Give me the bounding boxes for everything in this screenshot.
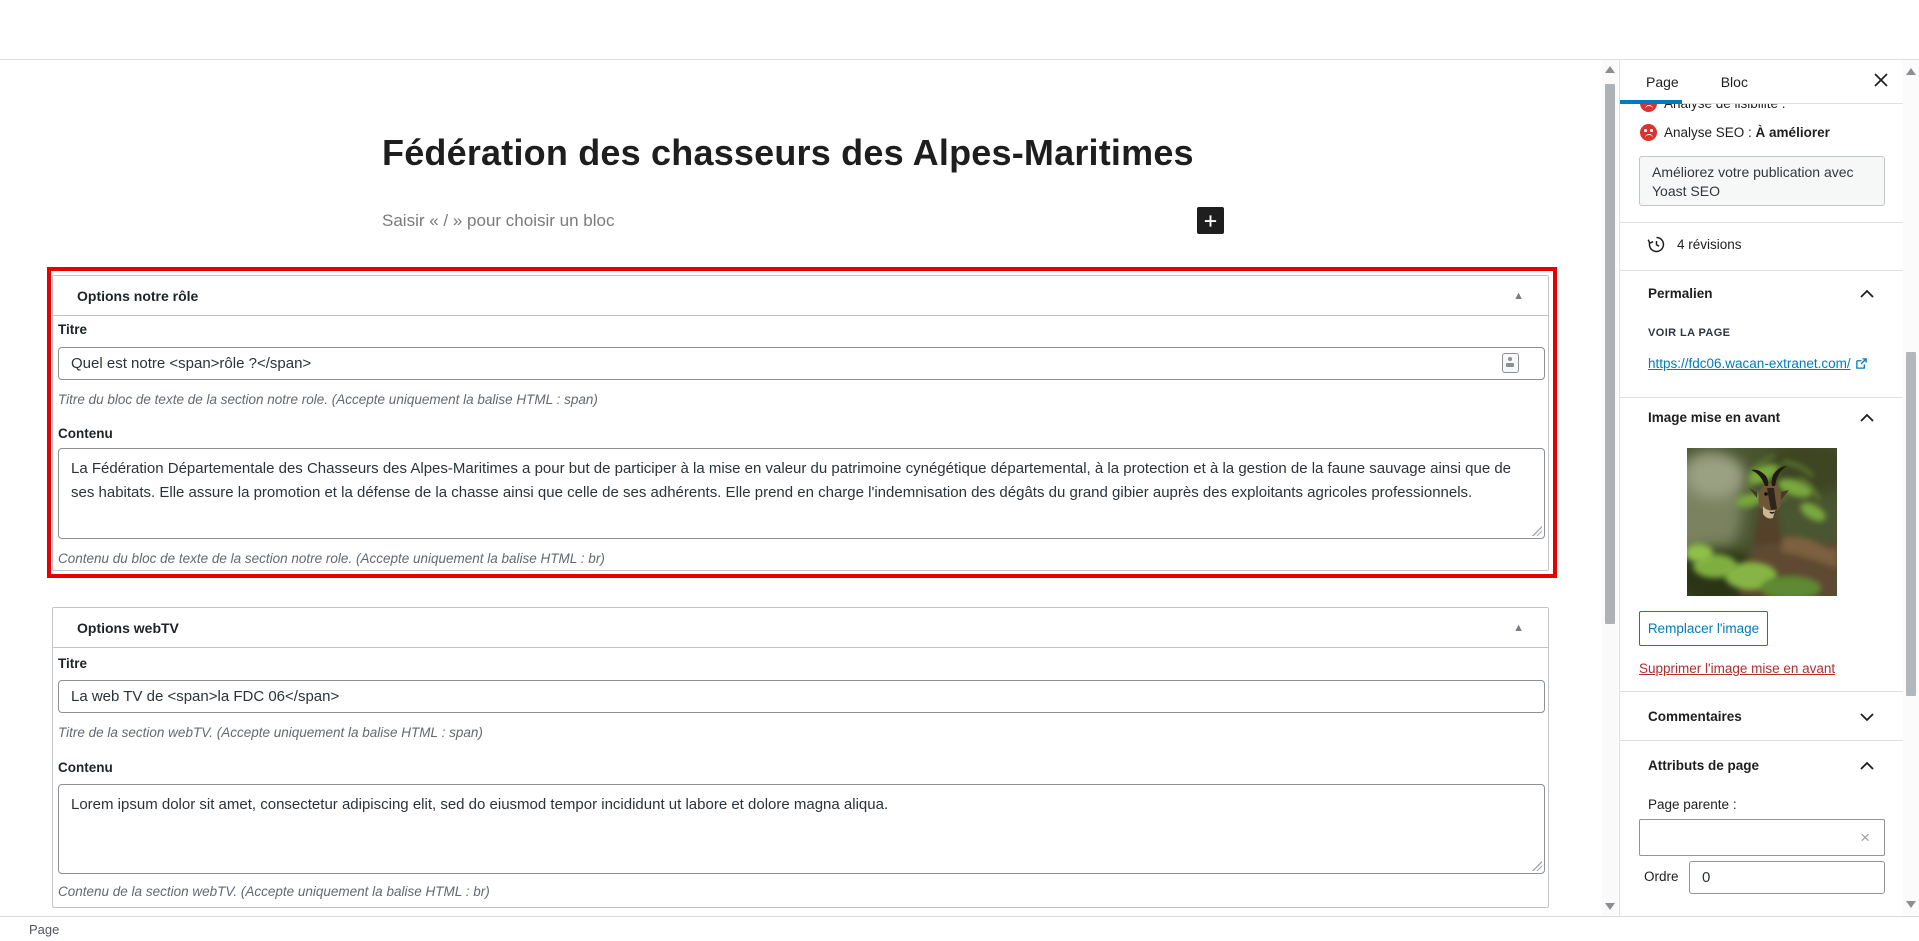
featured-image-panel-header[interactable] (1648, 410, 1876, 425)
field-help-text: Titre de la section webTV. (Accepte uniquement la balise HTML : span) (58, 725, 483, 740)
resize-grip-icon[interactable] (1532, 526, 1542, 536)
metabox-header[interactable] (53, 608, 1548, 648)
metabox-header[interactable] (53, 276, 1548, 316)
order-input[interactable] (1689, 861, 1885, 894)
permalink-url-text: https://fdc06.wacan-extranet.com/ (1648, 356, 1851, 371)
chevron-up-icon (1858, 760, 1876, 772)
permalink-header-label: Permalien (1648, 286, 1713, 301)
divider (1620, 270, 1903, 271)
metabox-title: Options notre rôle (77, 287, 199, 304)
inline-block-inserter-button[interactable] (1197, 207, 1224, 234)
clear-icon[interactable]: × (1854, 827, 1876, 849)
chevron-up-icon (1858, 288, 1876, 300)
page-attributes-header-label: Attributs de page (1648, 758, 1760, 773)
revisions-count-label: 4 révisions (1677, 237, 1742, 252)
page-attributes-panel-header[interactable] (1648, 758, 1876, 773)
titre-input[interactable] (58, 347, 1545, 380)
comments-panel-header[interactable] (1648, 709, 1876, 724)
editor-footer (0, 916, 1919, 941)
plus-icon (1203, 213, 1218, 229)
seo-score-icon (1640, 124, 1657, 141)
featured-image-header-label: Image mise en avant (1648, 410, 1781, 425)
collapse-toggle-icon[interactable]: ▲ (1507, 289, 1530, 303)
seo-analysis-status: À améliorer (1755, 125, 1830, 140)
sidebar-tabs (1620, 60, 1903, 104)
block-placeholder-text[interactable]: Saisir « / » pour choisir un bloc (382, 211, 615, 230)
history-clock-icon (1646, 234, 1667, 255)
titre-webtv-input[interactable] (58, 680, 1545, 713)
contenu-webtv-textarea[interactable] (58, 784, 1545, 874)
field-help-text: Contenu du bloc de texte de la section notre role. (Accepte uniquement la balise HTML : br) (58, 551, 605, 566)
divider (1620, 222, 1903, 223)
seo-analysis-row (1640, 124, 1880, 141)
divider (1620, 397, 1903, 398)
canvas-scrollbar-thumb[interactable] (1605, 84, 1615, 624)
featured-image-thumbnail[interactable] (1687, 448, 1837, 596)
external-link-icon (1855, 357, 1868, 370)
chevron-down-icon (1858, 711, 1876, 723)
seo-analysis-label: Analyse SEO : (1664, 125, 1756, 140)
chevron-up-icon (1858, 412, 1876, 424)
contenu-textarea[interactable] (58, 448, 1545, 539)
permalink-url-link[interactable] (1648, 356, 1868, 371)
metabox-title: Options webTV (77, 619, 179, 636)
close-icon (1873, 72, 1889, 88)
comments-header-label: Commentaires (1648, 709, 1742, 724)
chamois-image (1687, 448, 1837, 596)
window-scrollbar[interactable] (1903, 60, 1919, 916)
view-page-label: VOIR LA PAGE (1648, 327, 1731, 339)
yoast-improve-button[interactable]: Améliorez votre publication avec Yoast SEO (1639, 156, 1885, 206)
field-label-titre: Titre (58, 322, 88, 337)
scroll-up-arrow-icon[interactable] (1906, 68, 1916, 75)
revisions-row[interactable] (1646, 234, 1876, 255)
field-help-text: Contenu de la section webTV. (Accepte uniquement la balise HTML : br) (58, 884, 490, 899)
divider (1620, 740, 1903, 741)
scroll-up-arrow-icon[interactable] (1605, 66, 1615, 73)
tab-page[interactable]: Page (1646, 73, 1679, 90)
field-label-contenu: Contenu (58, 760, 113, 775)
tab-block[interactable]: Bloc (1720, 73, 1748, 90)
password-extension-icon[interactable] (1502, 353, 1519, 373)
remove-featured-image-link[interactable]: Supprimer l'image mise en avant (1639, 661, 1836, 676)
divider (1620, 691, 1903, 692)
parent-page-combobox[interactable] (1639, 819, 1885, 856)
resize-grip-icon[interactable] (1532, 861, 1542, 871)
permalink-panel-header[interactable] (1648, 286, 1876, 301)
scroll-down-arrow-icon[interactable] (1906, 901, 1916, 908)
scroll-down-arrow-icon[interactable] (1605, 903, 1615, 910)
close-sidebar-button[interactable] (1873, 72, 1889, 91)
canvas-scrollbar[interactable] (1602, 60, 1618, 916)
active-tab-indicator (1620, 100, 1682, 104)
collapse-toggle-icon[interactable]: ▲ (1507, 621, 1530, 635)
breadcrumb[interactable]: Page (29, 921, 60, 937)
field-label-titre: Titre (58, 656, 88, 671)
top-toolbar (0, 0, 1919, 60)
field-help-text: Titre du bloc de texte de la section notre role. (Accepte uniquement la balise HTML : span) (58, 392, 598, 407)
replace-image-button[interactable]: Remplacer l'image (1639, 611, 1768, 646)
order-label: Ordre (1644, 869, 1679, 884)
field-label-contenu: Contenu (58, 426, 113, 441)
window-scrollbar-thumb[interactable] (1906, 352, 1916, 696)
page-title[interactable]: Fédération des chasseurs des Alpes-Maritimes (382, 132, 1194, 173)
parent-page-label: Page parente : (1648, 797, 1737, 812)
